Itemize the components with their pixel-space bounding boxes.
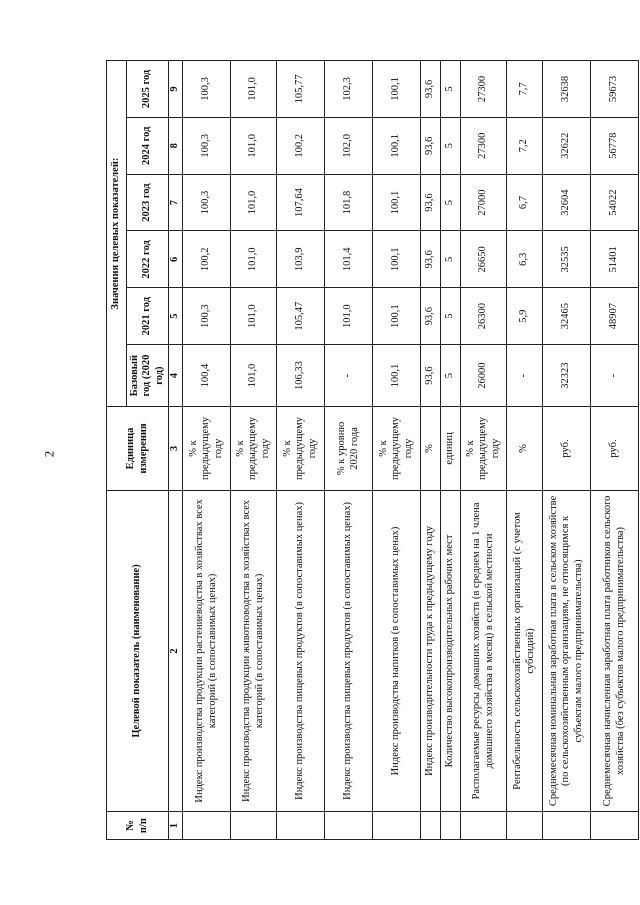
target-indicators-table: [106, 60, 639, 840]
unit: % к предыдущему году: [373, 407, 421, 491]
value-cell: 100,1: [373, 61, 421, 118]
value-cell: 5: [441, 288, 461, 345]
value-cell: 101,0: [231, 61, 277, 118]
value-cell: 100,1: [373, 174, 421, 231]
value-cell: 93,6: [421, 61, 441, 118]
table-row: [591, 61, 639, 840]
value-cell: 5: [441, 345, 461, 407]
value-cell: 27300: [461, 61, 507, 118]
value-cell: 103,9: [277, 231, 325, 288]
row-number: [325, 812, 373, 840]
value-cell: 7,7: [507, 61, 543, 118]
value-cell: 51401: [591, 231, 639, 288]
value-cell: 27300: [461, 117, 507, 174]
value-cell: 101,8: [325, 174, 373, 231]
value-cell: 7,2: [507, 117, 543, 174]
value-cell: 32535: [543, 231, 591, 288]
unit: % к предыдущему году: [277, 407, 325, 491]
indicator-name: Рентабельность сельскохозяйственных организаций (с учетом субсидий): [507, 490, 543, 811]
indicator-name: Среднемесячная начисленная заработная плата работников сельского хозяйства (без субъектов малого предпринимательства): [591, 490, 639, 811]
header-year: 2022 год: [127, 231, 169, 288]
value-cell: 100,4: [183, 345, 231, 407]
value-cell: 105,77: [277, 61, 325, 118]
unit: % к предыдущему году: [461, 407, 507, 491]
value-cell: 5: [441, 231, 461, 288]
table-row: [421, 61, 441, 840]
value-cell: 32465: [543, 288, 591, 345]
indicator-name: Располагаемые ресурсы домашних хозяйств (в среднем на 1 члена домашнего хозяйства в месяц) в сельской местности: [461, 490, 507, 811]
value-cell: 26300: [461, 288, 507, 345]
table-row: [543, 61, 591, 840]
column-number: 9: [169, 61, 183, 118]
unit: руб.: [591, 407, 639, 491]
header-year: 2023 год: [127, 174, 169, 231]
value-cell: 54022: [591, 174, 639, 231]
row-number: [591, 812, 639, 840]
indicator-name: Индекс производства пищевых продуктов (в сопоставимых ценах): [325, 490, 373, 811]
header-year: 2024 год: [127, 117, 169, 174]
value-cell: 5: [441, 174, 461, 231]
value-cell: 100,1: [373, 231, 421, 288]
table-row: [277, 61, 325, 840]
row-number: [543, 812, 591, 840]
value-cell: 101,0: [231, 231, 277, 288]
value-cell: 100,3: [183, 288, 231, 345]
value-cell: 6,7: [507, 174, 543, 231]
unit: единиц: [441, 407, 461, 491]
value-cell: 101,0: [231, 174, 277, 231]
value-cell: 100,2: [277, 117, 325, 174]
value-cell: 5: [441, 117, 461, 174]
indicator-name: Индекс производительности труда к предыдущему году: [421, 490, 441, 811]
value-cell: 100,1: [373, 345, 421, 407]
value-cell: 100,3: [183, 61, 231, 118]
header-year: Базовый год (2020 год): [127, 345, 169, 407]
value-cell: -: [591, 345, 639, 407]
value-cell: 101,0: [231, 345, 277, 407]
row-number: [277, 812, 325, 840]
unit: % к предыдущему году: [183, 407, 231, 491]
value-cell: 105,47: [277, 288, 325, 345]
table-row: [325, 61, 373, 840]
value-cell: 100,3: [183, 117, 231, 174]
column-number: 6: [169, 231, 183, 288]
value-cell: 100,3: [183, 174, 231, 231]
column-number: 8: [169, 117, 183, 174]
unit: руб.: [543, 407, 591, 491]
row-number: [507, 812, 543, 840]
header-unit: Единица измерения: [107, 407, 169, 491]
value-cell: 106,33: [277, 345, 325, 407]
value-cell: 100,1: [373, 117, 421, 174]
value-cell: 56778: [591, 117, 639, 174]
indicator-name: Среднемесячная номинальная заработная плата в сельском хозяйстве (по сельскохозяйственным организациям, не относящимся к субъектам малого предпринимательства): [543, 490, 591, 811]
value-cell: 59673: [591, 61, 639, 118]
header-no: № п/п: [107, 812, 169, 840]
row-number: [441, 812, 461, 840]
value-cell: 5,9: [507, 288, 543, 345]
value-cell: 26650: [461, 231, 507, 288]
column-number: 1: [169, 812, 183, 840]
value-cell: 93,6: [421, 117, 441, 174]
table-row: [183, 61, 231, 840]
unit: %: [507, 407, 543, 491]
page-number: 2: [41, 450, 57, 458]
value-cell: 102,3: [325, 61, 373, 118]
column-number: 4: [169, 345, 183, 407]
column-number: 2: [169, 490, 183, 811]
header-group-title: Значения целевых показателей:: [107, 61, 127, 407]
unit: %: [421, 407, 441, 491]
column-numbers-row: [169, 61, 183, 840]
row-number: [231, 812, 277, 840]
column-number: 7: [169, 174, 183, 231]
value-cell: 32604: [543, 174, 591, 231]
header-year: 2025 год: [127, 61, 169, 118]
value-cell: 5: [441, 61, 461, 118]
row-number: [373, 812, 421, 840]
row-number: [421, 812, 441, 840]
value-cell: 100,1: [373, 288, 421, 345]
value-cell: 93,6: [421, 231, 441, 288]
table-row: [461, 61, 507, 840]
indicator-name: Индекс производства продукции растениеводства в хозяйствах всех категорий (в сопоставимых ценах): [183, 490, 231, 811]
value-cell: 93,6: [421, 345, 441, 407]
column-number: 5: [169, 288, 183, 345]
value-cell: 27000: [461, 174, 507, 231]
table-row: [507, 61, 543, 840]
value-cell: 101,0: [231, 117, 277, 174]
value-cell: -: [325, 345, 373, 407]
header-year: 2021 год: [127, 288, 169, 345]
value-cell: 102,0: [325, 117, 373, 174]
value-cell: -: [507, 345, 543, 407]
indicator-name: Индекс производства пищевых продуктов (в сопоставимых ценах): [277, 490, 325, 811]
value-cell: 48907: [591, 288, 639, 345]
header-indicator: Целевой показатель (наименование): [107, 490, 169, 811]
table-row: [231, 61, 277, 840]
value-cell: 100,2: [183, 231, 231, 288]
row-number: [461, 812, 507, 840]
unit: % к уровню 2020 года: [325, 407, 373, 491]
rotated-table-container: [106, 60, 626, 840]
value-cell: 32323: [543, 345, 591, 407]
column-number: 3: [169, 407, 183, 491]
table-row: [373, 61, 421, 840]
unit: % к предыдущему году: [231, 407, 277, 491]
indicator-name: Индекс производства напитков (в сопоставимых ценах): [373, 490, 421, 811]
value-cell: 93,6: [421, 288, 441, 345]
value-cell: 6,3: [507, 231, 543, 288]
value-cell: 32638: [543, 61, 591, 118]
value-cell: 101,0: [231, 288, 277, 345]
value-cell: 32622: [543, 117, 591, 174]
value-cell: 107,64: [277, 174, 325, 231]
value-cell: 93,6: [421, 174, 441, 231]
value-cell: 101,0: [325, 288, 373, 345]
value-cell: 101,4: [325, 231, 373, 288]
row-number: [183, 812, 231, 840]
value-cell: 26000: [461, 345, 507, 407]
indicator-name: Индекс производства продукции животноводства в хозяйствах всех категорий (в сопоставимых ценах): [231, 490, 277, 811]
table-row: [441, 61, 461, 840]
indicator-name: Количество высокопроизводительных рабочих мест: [441, 490, 461, 811]
